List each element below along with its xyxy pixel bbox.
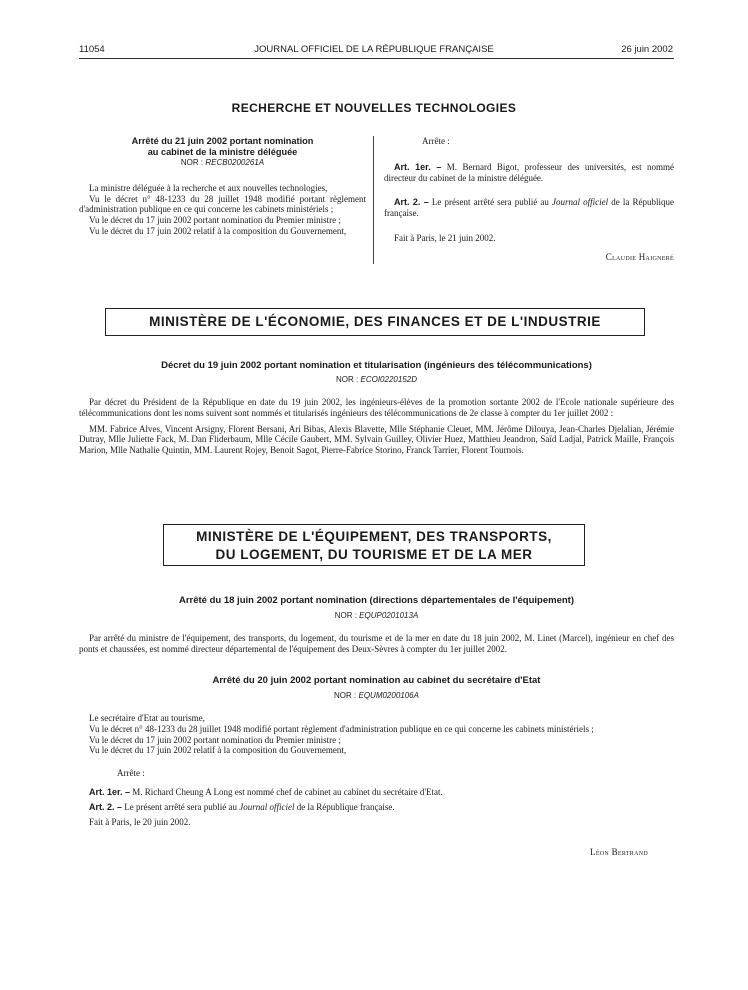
- signature: Claudie Haigneré: [605, 251, 674, 262]
- article-2-label: Art. 2. –: [89, 801, 123, 812]
- article-1-text: M. Bernard Bigot, professeur des universités, est nommé directeur du cabinet de la ministre déléguée.: [384, 161, 674, 183]
- signature: Léon Bertrand: [590, 847, 648, 857]
- nor-line: [79, 375, 674, 384]
- decret-names: MM. Fabrice Alves, Vincent Arsigny, Florent Bersani, Ari Bibas, Alexis Blavette, Mlle Stéphanie Cleuet, MM. Jérôme Dilouya, Jean-Charles Djelalian, Jérémie Dutray, Mlle Juliette Fack, M. Dan Fliderbaum, Mlle Cécile Gaubert, MM. Sylvain Guilley, Olivier Huez, Matthieu Jeandron, Saïd Ladjal, Patrick Maille, François Marion, Mlle Nathalie Quintin, MM. Laurent Rojey, Benoit Sagot, Pierre-Fabrice Storino, Franck Tarrier, Florent Tournois.: [79, 423, 674, 456]
- nor-label: NOR :: [180, 158, 206, 167]
- arrete-title: [79, 136, 366, 157]
- article-2-text-after: de la République française.: [294, 801, 395, 812]
- article-1-label: Art. 1er. –: [89, 786, 131, 797]
- arrete-20-juin-body: [79, 713, 674, 827]
- nor-label: NOR :: [336, 375, 361, 384]
- arrete-20-juin-title: Arrêté du 20 juin 2002 portant nomination au cabinet du secrétaire d'Etat: [212, 675, 541, 686]
- article-2-text-before: Le présent arrêté sera publié au: [122, 801, 240, 812]
- section-title-recherche: RECHERCHE ET NOUVELLES TECHNOLOGIES: [231, 101, 517, 115]
- article-2-text-before: Le présent arrêté sera publié au: [428, 197, 553, 208]
- preamble-line: La ministre déléguée à la recherche et aux nouvelles technologies,: [89, 182, 328, 193]
- article-1: [384, 162, 674, 184]
- journal-title: JOURNAL OFFICIEL DE LA RÉPUBLIQUE FRANÇAISE: [254, 44, 494, 55]
- column-divider: [373, 136, 374, 264]
- nor-line: [79, 611, 674, 620]
- article-1: [79, 787, 674, 798]
- article-2-journal: Journal officiel: [239, 801, 295, 812]
- decret-title: Décret du 19 juin 2002 portant nomination et titularisation (ingénieurs des télécommunications): [161, 360, 592, 371]
- section-title-equipement: [163, 524, 585, 566]
- preamble-line: Vu le décret n° 48-1233 du 28 juillet 1948 modifié portant règlement d'administration publique en ce qui concerne les cabinets ministériels ;: [79, 193, 366, 215]
- section-title-line1: MINISTÈRE DE L'ÉQUIPEMENT, DES TRANSPORTS,: [196, 529, 552, 544]
- arrete-21-juin-left-column: [79, 136, 366, 237]
- nor-label: NOR :: [334, 611, 360, 620]
- preamble-line: Vu le décret du 17 juin 2002 relatif à la composition du Gouvernement,: [89, 225, 347, 236]
- decret-body: [79, 397, 674, 456]
- nor-label: NOR :: [334, 691, 359, 700]
- preamble-line: Vu le décret du 17 juin 2002 relatif à la composition du Gouvernement,: [89, 745, 347, 756]
- preamble-line: Vu le décret n° 48-1233 du 28 juillet 1948 modifié portant règlement d'administration publique en ce qui concerne les cabinets ministériels ;: [89, 723, 594, 734]
- article-1-label: Art. 1er. –: [394, 161, 442, 172]
- preamble-line: Le secrétaire d'Etat au tourisme,: [89, 713, 205, 723]
- arrete-18-juin-body: [79, 633, 674, 655]
- article-2: [79, 802, 674, 813]
- article-1-text: M. Richard Cheung A Long est nommé chef de cabinet au cabinet du secrétaire d'Etat.: [130, 786, 443, 797]
- preamble-line: Vu le décret du 17 juin 2002 portant nomination du Premier ministre ;: [89, 215, 341, 226]
- arrete-21-juin-right-column: [384, 136, 674, 263]
- section-title-line2: DU LOGEMENT, DU TOURISME ET DE LA MER: [215, 547, 533, 562]
- nor-line: [79, 158, 366, 169]
- page-number: 11054: [79, 44, 105, 55]
- arrete-paragraph: Par arrêté du ministre de l'équipement, des transports, du logement, du tourisme et de la mer en date du 18 juin 2002, M. Linet (Marcel), ingénieur en chef des ponts et chaussées, est nommé directeur départemental de l'équipement des Deux-Sèvres à compter du 1er juillet 2002.: [79, 633, 674, 654]
- arrete-title-line1: Arrêté du 21 juin 2002 portant nomination: [131, 136, 314, 146]
- arrete-label: Arrête :: [422, 136, 450, 146]
- header-rule: [79, 58, 674, 59]
- article-2: [384, 197, 674, 219]
- arrete-label: Arrête :: [117, 768, 145, 779]
- section-title-economie: MINISTÈRE DE L'ÉCONOMIE, DES FINANCES ET DE L'INDUSTRIE: [105, 308, 645, 336]
- article-2-text-after: de la République française.: [384, 197, 674, 219]
- nor-code: EQUP0201013A: [359, 611, 419, 620]
- arrete-18-juin-title: Arrêté du 18 juin 2002 portant nomination (directions départementales de l'équipement): [178, 595, 574, 606]
- article-2-journal: Journal officiel: [552, 197, 609, 208]
- preamble-line: Vu le décret du 17 juin 2002 portant nomination du Premier ministre ;: [89, 734, 341, 745]
- issue-date: 26 juin 2002: [621, 44, 673, 55]
- decret-paragraph: Par décret du Président de la République en date du 19 juin 2002, les ingénieurs-élèves de la promotion sortante 2002 de l'Ecole nationale supérieure des télécommunications dont les noms suivent sont nommés et titularisés ingénieurs des télécommunications de 2e classe à compter du 1er juillet 2002 :: [79, 397, 674, 418]
- article-2-label: Art. 2. –: [394, 197, 429, 208]
- nor-code: EQUM0200106A: [358, 691, 419, 700]
- nor-code: RECB0200261A: [205, 158, 265, 167]
- fait-a-paris: Fait à Paris, le 20 juin 2002.: [89, 816, 191, 827]
- nor-code: ECOI0220152D: [360, 375, 417, 384]
- arrete-title-line2: au cabinet de la ministre déléguée: [147, 146, 298, 157]
- fait-a-paris: Fait à Paris, le 21 juin 2002.: [394, 232, 496, 243]
- nor-line: [79, 691, 674, 700]
